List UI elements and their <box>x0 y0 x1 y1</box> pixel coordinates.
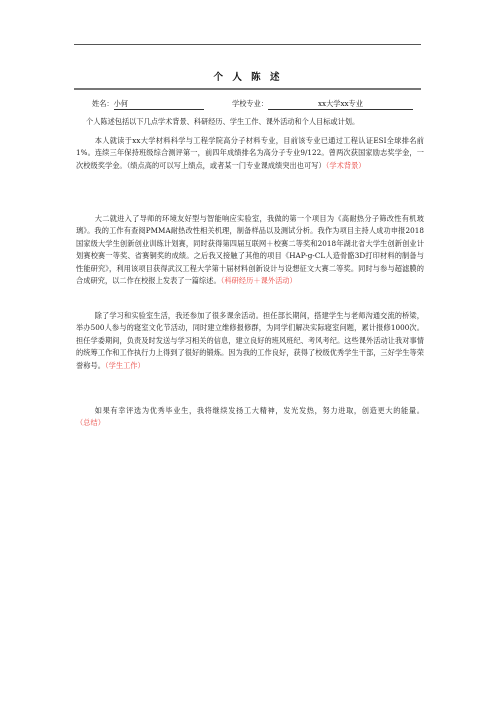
paragraph-text: 本人就读于xx大学材料科学与工程学院高分子材料专业，目前该专业已通过工程认证ESI全球排名前1%。连续三年保持班级综合测评第一，前四年成绩排名为高分子专业9/122。曾两次获国家励志奖学金，一次校级奖学金。（绩点高的可以写上绩点，或者某一门专业课成绩突出也可写） <box>76 136 424 170</box>
major-label: 学校专业： <box>232 99 268 108</box>
name-value: 小何 <box>114 98 204 110</box>
name-row <box>92 98 204 110</box>
section-tag: （科研经历＋课外活动） <box>220 276 297 286</box>
paragraph-student-work <box>76 310 424 372</box>
header-rule <box>74 44 421 45</box>
major-value: xx大学xx专业 <box>268 98 413 110</box>
section-tag: （总结） <box>76 418 105 428</box>
paragraph-academic <box>76 135 424 172</box>
page-title: 个 人 陈 述 <box>213 72 283 83</box>
paragraph-text: 除了学习和实验室生活，我还参加了很多课余活动。担任部长期间，搭建学生与老师沟通交流的桥梁，举办500人参与的寝室文化节活动，同时建立维修报修群，为同学们解决实际寝室问题，累计报修1000次。担任学委期间，负责及时发送与学习相关的信息，建立良好的班风班纪、考风考纪。这些课外活动让我对事情的统筹工作和工作执行力上得到了很好的锻炼。因为我的工作良好，获得了校级优秀学生干部，三好学生等荣誉称号。 <box>76 311 424 370</box>
intro-text: 个人陈述包括以下几点学术背景、科研经历、学生工作、课外活动和个人目标或计划。 <box>86 117 360 126</box>
section-tag: （学术背景） <box>325 160 366 170</box>
paragraph-text: 大二就进入了导师的环境友好型与智能响应实验室，我做的第一个项目为《高耐热分子筛改性有机玻璃》。我的工作有查阅PMMA耐热改性相关机理，制备样品以及测试分析。我作为项目主持人成功申报2018国家级大学生创新创业训练计划赛，同时获得第四届互联网＋校赛二等奖和2018年湖北省大学生创新创业计划赛校赛一等奖、省赛铜奖的成绩。之后我又接触了其他的项目《HAP-g-CL人造骨骼3D打印材料的制备与性能研究》，利用该项目获得武汉工程大学第十届材料创新设计与设想征文大赛二等奖。同时与参与超滤膜的合成研究，以二作在校报上发表了一篇综述。 <box>76 214 424 286</box>
section-tag: （学生工作） <box>104 360 145 370</box>
paragraph-summary <box>76 405 424 430</box>
name-label: 姓名： <box>92 99 114 108</box>
major-row <box>232 98 413 110</box>
dotted-divider <box>74 88 421 90</box>
paragraph-research <box>76 213 424 287</box>
paragraph-text: 如果有幸评选为优秀毕业生，我将继续发扬工大精神，发光发热，努力进取，创造更大的能量。 <box>94 406 424 415</box>
